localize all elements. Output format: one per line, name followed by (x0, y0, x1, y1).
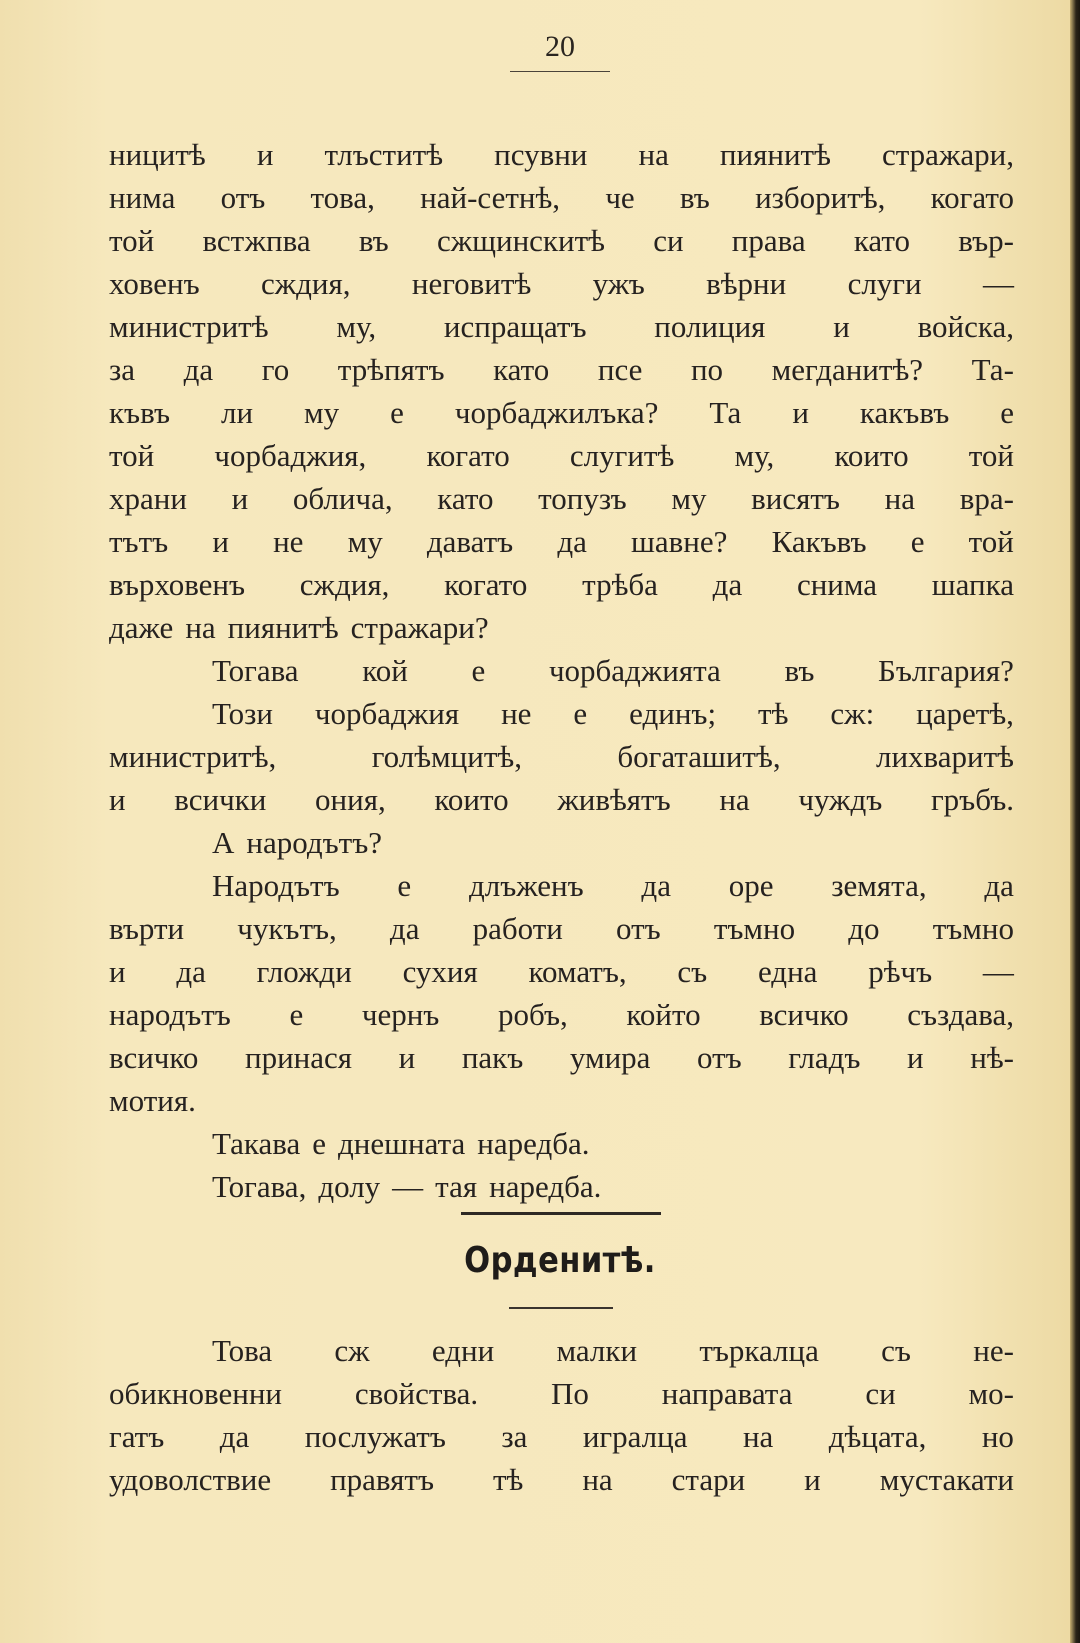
word: вра- (959, 481, 1014, 516)
text-line (109, 219, 1014, 262)
word: и (231, 481, 249, 516)
text-line (109, 391, 1014, 434)
word: търкалца (699, 1333, 819, 1368)
word: ховенъ (109, 266, 200, 301)
word: трѣпятъ (337, 352, 445, 387)
word: тлъститѣ (324, 137, 444, 172)
text-line (109, 348, 1014, 391)
word: А (212, 825, 235, 860)
word: до (848, 911, 880, 946)
word: Та- (971, 352, 1014, 387)
word: едни (431, 1333, 495, 1368)
word: когато (426, 438, 510, 473)
word: обикновенни (109, 1376, 282, 1411)
word: чорбаджия, (214, 438, 367, 473)
text-line (109, 262, 1014, 305)
word: псувни (494, 137, 588, 172)
text-line (109, 1165, 1014, 1208)
word: е (1000, 395, 1014, 430)
word: испращатъ (443, 309, 587, 344)
word: единъ; (629, 696, 717, 731)
word: отъ (697, 1040, 742, 1075)
word: не- (973, 1333, 1014, 1368)
text-line (109, 1079, 1014, 1122)
word: е (471, 653, 486, 688)
word: министритѣ, (109, 739, 277, 774)
word: на (719, 782, 750, 817)
word: земята, (831, 868, 927, 903)
word: ли (220, 395, 254, 430)
word: на (884, 481, 916, 516)
word: той (109, 438, 155, 473)
text-line (109, 1458, 1014, 1501)
text-line (109, 133, 1014, 176)
word: Този (212, 696, 273, 731)
word: не (501, 696, 532, 731)
word: Народътъ (212, 868, 340, 903)
word: Какъвъ (771, 524, 867, 559)
word: шапка (931, 567, 1014, 602)
word: принася (244, 1040, 353, 1075)
word: стари (671, 1462, 746, 1497)
word: царетѣ, (916, 696, 1014, 731)
word: е (573, 696, 588, 731)
word: чуждъ (798, 782, 883, 817)
word: богаташитѣ, (617, 739, 781, 774)
text-line (109, 950, 1014, 993)
word: — (982, 266, 1014, 301)
word: и (907, 1040, 924, 1075)
word: псе (597, 352, 643, 387)
word: да (176, 954, 206, 989)
word: Такава (212, 1126, 301, 1161)
word: като (493, 352, 550, 387)
word: той (968, 524, 1014, 559)
word: България? (878, 653, 1014, 688)
word: въ (784, 653, 815, 688)
text-line (109, 778, 1014, 821)
text-line (109, 520, 1014, 563)
word: работи (472, 911, 563, 946)
word: къвъ (109, 395, 170, 430)
word: топузъ (538, 481, 627, 516)
word: полиция (654, 309, 766, 344)
word: коматъ, (528, 954, 627, 989)
word: рѣчъ (868, 954, 933, 989)
word: и (398, 1040, 416, 1075)
word: тѣ (758, 696, 789, 731)
word: неговитѣ (411, 266, 532, 301)
word: свойства. (354, 1376, 479, 1411)
word: и (212, 524, 229, 559)
word: чорбаджия (314, 696, 460, 731)
word: — (392, 1169, 424, 1204)
text-line (109, 477, 1014, 520)
word: лихваритѣ (875, 739, 1014, 774)
word: голѣмцитѣ, (371, 739, 522, 774)
word: оре (728, 868, 774, 903)
main-paragraphs (109, 133, 1014, 1208)
word: мотия. (109, 1083, 196, 1118)
word: чернъ (361, 997, 440, 1032)
text-line (109, 1122, 1014, 1165)
word: длъженъ (468, 868, 584, 903)
section-divider (461, 1212, 661, 1215)
word: днешната (338, 1126, 466, 1161)
text-line (109, 907, 1014, 950)
word: висятъ (751, 481, 840, 516)
word: си (865, 1376, 896, 1411)
word: снима (796, 567, 878, 602)
word: е (397, 868, 412, 903)
word: гложди (256, 954, 352, 989)
word: робъ, (497, 997, 568, 1032)
word: направата (661, 1376, 793, 1411)
word: е (312, 1126, 327, 1161)
word: сж (334, 1333, 370, 1368)
word: които (834, 438, 909, 473)
word: който (626, 997, 701, 1032)
word: ония, (315, 782, 386, 817)
word: кой (362, 653, 408, 688)
word: гладъ (788, 1040, 861, 1075)
word: пиянитѣ (227, 610, 339, 645)
word: да (557, 524, 587, 559)
word: върховенъ (109, 567, 246, 602)
word: какъвъ (859, 395, 950, 430)
word: стражари? (350, 610, 489, 645)
word: съ (677, 954, 708, 989)
word: чорбаджилъка? (454, 395, 659, 430)
word: една (757, 954, 818, 989)
word: въ (679, 180, 710, 215)
word: наредба. (477, 1126, 590, 1161)
word: отъ (220, 180, 266, 215)
word: нѣ- (970, 1040, 1014, 1075)
word: права (731, 223, 806, 258)
word: че (605, 180, 635, 215)
text-line (109, 606, 1014, 649)
word: тътъ (109, 524, 169, 559)
page-number-rule (510, 71, 610, 72)
text-line (109, 692, 1014, 735)
word: облича, (292, 481, 393, 516)
word: си (653, 223, 684, 258)
word: сжщинскитѣ (436, 223, 605, 258)
text-line (109, 1329, 1014, 1372)
word: всичко (109, 1040, 199, 1075)
word: гатъ (109, 1419, 165, 1454)
word: ужъ (592, 266, 645, 301)
word: е (390, 395, 404, 430)
word: на (185, 610, 216, 645)
word: въ (358, 223, 389, 258)
word: всичко (759, 997, 849, 1032)
word: като (437, 481, 494, 516)
word: и (804, 1462, 821, 1497)
text-line (109, 1036, 1014, 1079)
word: мегданитѣ? (771, 352, 924, 387)
word: вѣрни (706, 266, 787, 301)
word: встжпва (202, 223, 311, 258)
word: и (109, 954, 126, 989)
word: дѣцата, (828, 1419, 927, 1454)
word: слуги (847, 266, 922, 301)
word: ницитѣ (109, 137, 206, 172)
word: не (273, 524, 304, 559)
word: това, (310, 180, 375, 215)
word: пиянитѣ (719, 137, 831, 172)
word: всички (174, 782, 267, 817)
word: удоволствие (109, 1462, 272, 1497)
text-line (109, 434, 1014, 477)
word: долу (318, 1169, 381, 1204)
heading-underline (509, 1307, 613, 1309)
word: тъмно (713, 911, 796, 946)
word: Това (212, 1333, 273, 1368)
word: той (109, 223, 155, 258)
word: гръбъ. (930, 782, 1014, 817)
word: трѣба (582, 567, 658, 602)
word: съ (881, 1333, 911, 1368)
word: министритѣ (109, 309, 269, 344)
word: които (434, 782, 509, 817)
word: слугитѣ (569, 438, 675, 473)
text-line (109, 305, 1014, 348)
section-paragraph (109, 1329, 1014, 1501)
text-line (109, 864, 1014, 907)
word: и (792, 395, 809, 430)
text-line (109, 735, 1014, 778)
word: да (219, 1419, 250, 1454)
word: нима (109, 180, 176, 215)
word: народътъ (109, 997, 231, 1032)
word: да (641, 868, 671, 903)
word: послужатъ (304, 1419, 446, 1454)
word: е (289, 997, 304, 1032)
word: живѣятъ (557, 782, 671, 817)
word: По (551, 1376, 589, 1411)
word: сждия, (299, 567, 390, 602)
word: е (910, 524, 925, 559)
word: чорбаджията (548, 653, 721, 688)
word: Та (709, 395, 742, 430)
text-line (109, 563, 1014, 606)
word: сждия, (260, 266, 351, 301)
page-edge (1070, 0, 1080, 1643)
word: той (968, 438, 1014, 473)
word: умира (569, 1040, 651, 1075)
word: стражари, (882, 137, 1014, 172)
text-line (109, 821, 1014, 864)
word: на (742, 1419, 774, 1454)
word: му (304, 395, 340, 430)
word: изборитѣ, (755, 180, 886, 215)
word: даже (109, 610, 174, 645)
word: вър- (958, 223, 1014, 258)
word: Тогава (212, 653, 299, 688)
text-line (109, 176, 1014, 219)
word: като (853, 223, 911, 258)
word: чукътъ, (237, 911, 337, 946)
word: да (984, 868, 1014, 903)
word: даватъ (426, 524, 514, 559)
word: го (261, 352, 290, 387)
word: да (183, 352, 214, 387)
word: храни (109, 481, 187, 516)
word: когато (444, 567, 528, 602)
word: шавне? (631, 524, 728, 559)
word: игралца (582, 1419, 688, 1454)
word: най-сетнѣ, (420, 180, 561, 215)
word: по (690, 352, 724, 387)
word: му, (734, 438, 775, 473)
word: и (109, 782, 126, 817)
text-line (109, 1415, 1014, 1458)
word: за (501, 1419, 528, 1454)
word: пакъ (461, 1040, 524, 1075)
word: му (347, 524, 383, 559)
word: му, (336, 309, 377, 344)
word: народътъ? (246, 825, 382, 860)
word: когато (930, 180, 1014, 215)
page-number: 20 (545, 30, 575, 63)
word: — (982, 954, 1014, 989)
word: на (638, 137, 669, 172)
word: отъ (616, 911, 661, 946)
word: правятъ (330, 1462, 434, 1497)
word: му (671, 481, 707, 516)
word: да (389, 911, 420, 946)
word: тѣ (492, 1462, 524, 1497)
section-heading: Орденитѣ. (464, 1240, 656, 1281)
word: на (582, 1462, 613, 1497)
word: върти (109, 911, 185, 946)
word: сухия (402, 954, 478, 989)
word: за (109, 352, 136, 387)
word: и (256, 137, 274, 172)
word: да (712, 567, 743, 602)
word: сж: (830, 696, 875, 731)
word: и (833, 309, 850, 344)
word: тъмно (932, 911, 1014, 946)
word: наредба. (489, 1169, 602, 1204)
word: малки (556, 1333, 638, 1368)
word: но (981, 1419, 1014, 1454)
word: войска, (917, 309, 1014, 344)
word: създава, (907, 997, 1014, 1032)
word: мо- (968, 1376, 1014, 1411)
word: тая (435, 1169, 478, 1204)
text-line (109, 1372, 1014, 1415)
word: мустакати (879, 1462, 1014, 1497)
text-line (109, 993, 1014, 1036)
word: Тогава, (212, 1169, 307, 1204)
text-line (109, 649, 1014, 692)
